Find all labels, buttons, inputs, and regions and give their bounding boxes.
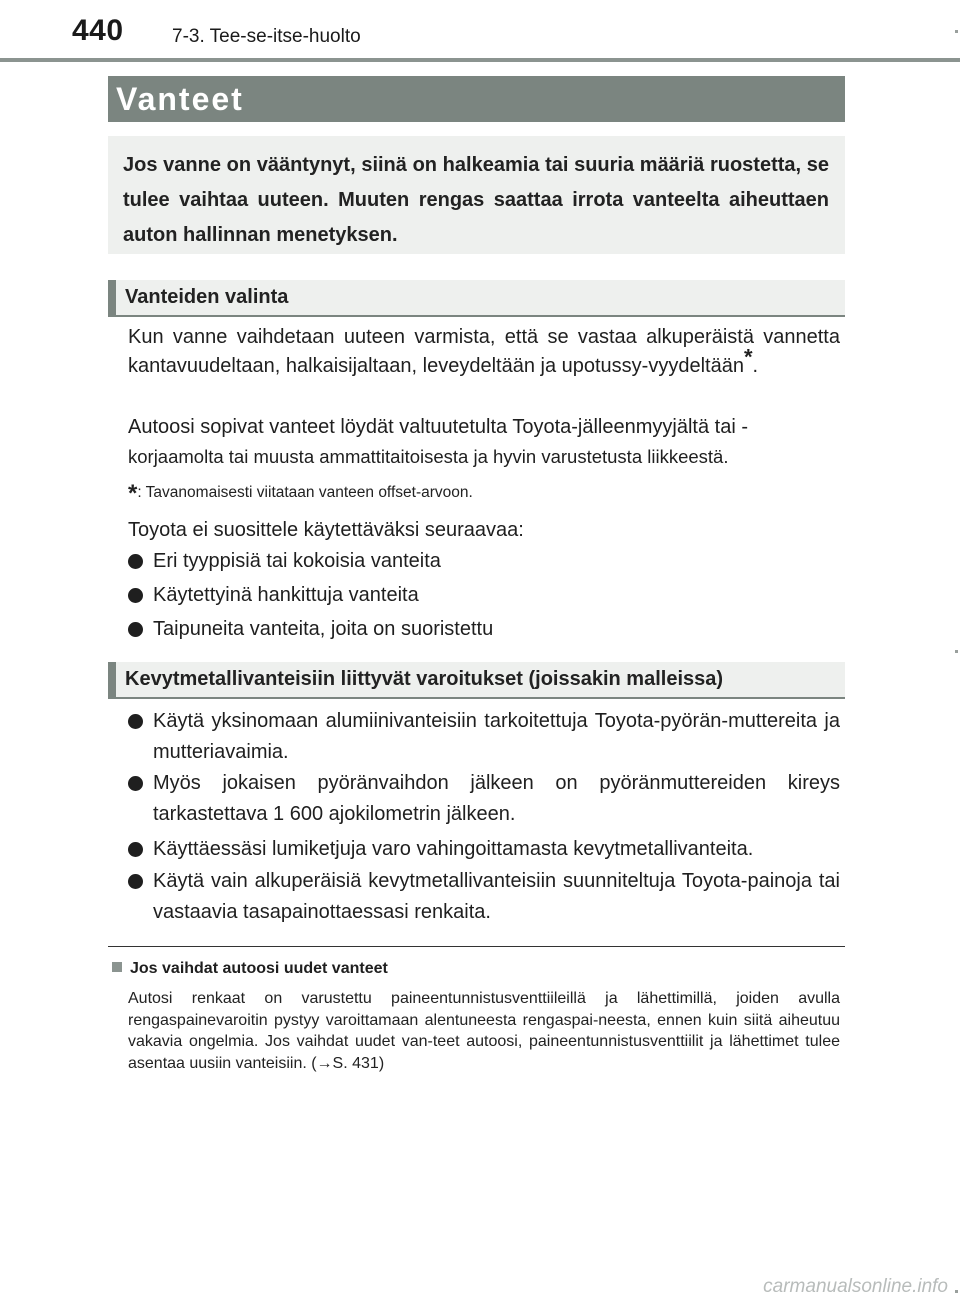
footnote-text: : Tavanomaisesti viitataan vanteen offset-arvoon. — [137, 484, 473, 501]
square-bullet-icon — [112, 962, 122, 972]
page-header — [0, 0, 960, 62]
note-heading-text: Jos vaihdat autoosi uudet vanteet — [130, 960, 388, 977]
list-item-text: Eri tyyppisiä tai kokoisia vanteita — [153, 550, 441, 572]
dealer-paragraph — [128, 413, 840, 471]
subheading-wheel-selection: Vanteiden valinta — [108, 280, 845, 315]
section-divider — [108, 946, 845, 947]
list-item — [128, 834, 840, 865]
page-title: Vanteet — [108, 76, 845, 122]
not-recommended-lead: Toyota ei suosittele käytettäväksi seuraavaa: — [128, 519, 524, 541]
footnote — [128, 480, 473, 508]
selection-paragraph — [128, 323, 840, 381]
list-item — [128, 580, 840, 611]
list-item — [128, 706, 840, 768]
section-title: 7-3. Tee-se-itse-huolto — [172, 26, 361, 47]
list-item — [128, 546, 840, 577]
dealer-paragraph-line2: korjaamolta tai muusta ammattitaitoisesta ja hyvin varustetusta liikkeestä. — [128, 446, 729, 467]
list-item-text: Käytä yksinomaan alumiinivanteisiin tarkoitettuja Toyota-pyörän-muttereita ja mutteriavaimia. — [153, 710, 840, 763]
list-item — [128, 866, 840, 928]
bullet-icon — [128, 874, 143, 889]
bullet-icon — [128, 842, 143, 857]
list-item-text: Taipuneita vanteita, joita on suoristettu — [153, 618, 494, 640]
note-body: Autosi renkaat on varustettu paineentunnistusventtiileillä ja lähettimillä, joiden avulla rengaspainevaroitin pystyy varoittamaan alentuneesta rengaspai-neesta, ennen kuin siitä aiheutuu vakavia ongelmia. Jos vaihdat uudet van-teet autoosi, paineentunnistusventtiilit ja lähettimet tulee asentaa uusiin vanteisiin. (→S. 431) — [128, 990, 840, 1072]
footnote-marker: * — [743, 344, 753, 370]
edge-tick — [955, 650, 958, 653]
list-item-text: Käytä vain alkuperäisiä kevytmetallivanteisiin suunniteltuja Toyota-painoja tai vastaavia tasapainottaessasi renkaita. — [153, 870, 840, 923]
page-number: 440 — [72, 14, 124, 47]
subheading-alloy-warnings: Kevytmetallivanteisiin liittyvät varoitukset (joissakin malleissa) — [108, 662, 845, 697]
edge-tick — [955, 1290, 958, 1293]
warning-box: Jos vanne on vääntynyt, siinä on halkeamia tai suuria määriä ruostetta, se tulee vaihtaa uuteen. Muuten rengas saattaa irrota vanteelta aiheuttaen auton hallinnan menetyksen. — [108, 136, 845, 254]
edge-tick — [955, 30, 958, 33]
header-rule — [0, 58, 960, 62]
watermark: carmanualsonline.info — [763, 1276, 948, 1297]
list-item-text: Myös jokaisen pyöränvaihdon jälkeen on pyöränmuttereiden kireys tarkastettava 1 600 ajokilometrin jälkeen. — [153, 772, 840, 825]
bullet-icon — [128, 622, 143, 637]
dealer-paragraph-line1: Autoosi sopivat vanteet löydät valtuutetulta Toyota-jälleenmyyjältä tai - — [128, 416, 748, 438]
bullet-icon — [128, 776, 143, 791]
bullet-icon — [128, 588, 143, 603]
list-item — [128, 768, 840, 830]
bullet-icon — [128, 554, 143, 569]
selection-paragraph-text: Kun vanne vaihdetaan uuteen varmista, että se vastaa alkuperäistä vannetta kantavuudeltaan, halkaisijaltaan, leveydeltään ja upotussy-vyydeltään — [128, 326, 840, 377]
list-item — [128, 614, 840, 645]
list-item-text: Käytettyinä hankittuja vanteita — [153, 584, 419, 606]
footnote-star: * — [128, 480, 138, 507]
list-item-text: Käyttäessäsi lumiketjuja varo vahingoittamasta kevytmetallivanteita. — [153, 838, 754, 860]
bullet-icon — [128, 714, 143, 729]
note-heading — [112, 960, 388, 978]
selection-paragraph-end: . — [752, 355, 759, 377]
